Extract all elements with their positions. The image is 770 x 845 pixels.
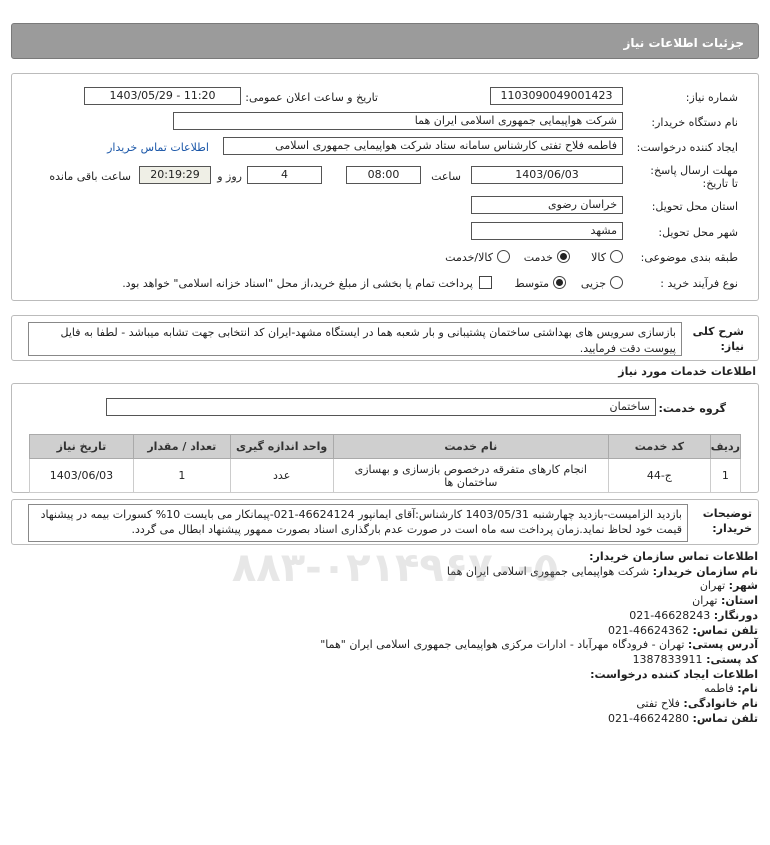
fax-value: 46628243-021 xyxy=(629,608,711,622)
creator-phone-label: تلفن تماس: xyxy=(692,711,758,725)
deadline-time-label: ساعت xyxy=(431,170,461,183)
services-box xyxy=(11,383,759,493)
col-need-date: تاریخ نیاز xyxy=(30,435,134,459)
contact-province-label: استان: xyxy=(721,594,758,608)
category-radio-service[interactable] xyxy=(557,250,570,263)
contact-info xyxy=(18,550,758,726)
contact-city-value: تهران xyxy=(699,579,726,593)
treasury-payment-note: پرداخت تمام یا بخشی از مبلغ خرید،از محل "اسناد خزانه اسلامی" خواهد بود. xyxy=(122,277,473,290)
creator-phone-value: 46624280-021 xyxy=(608,711,690,725)
deadline-label: مهلت ارسال پاسخ: تا تاریخ: xyxy=(650,164,738,190)
cell-unit: عدد xyxy=(230,459,333,493)
postal-value: 1387833911 xyxy=(632,652,703,666)
creator-field: فاطمه فلاح تفتی کارشناس سامانه ستاد شرکت هواپیمایی جمهوری اسلامی xyxy=(223,137,623,155)
buyer-label: نام دستگاه خریدار: xyxy=(651,116,738,129)
col-unit: واحد اندازه گیری xyxy=(230,435,333,459)
treasury-payment-checkbox[interactable] xyxy=(479,276,492,289)
table-row xyxy=(30,459,741,493)
services-section-title: اطلاعات خدمات مورد نیاز xyxy=(618,365,756,378)
category-label: طبقه بندی موضوعی: xyxy=(640,251,738,264)
announce-datetime-field: 1403/05/29 - 11:20 xyxy=(84,87,241,105)
col-service-name: نام خدمت xyxy=(333,435,608,459)
address-label: آدرس پستی: xyxy=(687,638,758,652)
page-title: جزئیات اطلاعات نیاز xyxy=(623,36,744,50)
province-label: استان محل تحویل: xyxy=(651,200,738,213)
process-label: نوع فرآیند خرید : xyxy=(660,277,738,290)
watermark-phone: ٠٢١-٨٨٣۴٩۶٧٠-۵ xyxy=(231,545,559,591)
table-header-row xyxy=(30,435,741,459)
buyer-field: شرکت هواپیمایی جمهوری اسلامی ایران هما xyxy=(173,112,623,130)
org-value: شرکت هواپیمایی جمهوری اسلامی ایران هما xyxy=(446,564,650,578)
process-option-minor: جزیی xyxy=(580,277,606,290)
city-field: مشهد xyxy=(471,222,623,240)
announce-label: تاریخ و ساعت اعلان عمومی: xyxy=(245,91,378,104)
contact-city-label: شهر: xyxy=(728,579,758,593)
creator-label: ایجاد کننده درخواست: xyxy=(636,141,738,154)
category-radio-both[interactable] xyxy=(497,250,510,263)
col-row: ردیف xyxy=(710,435,740,459)
cell-quantity: 1 xyxy=(133,459,230,493)
city-label: شهر محل تحویل: xyxy=(658,226,738,239)
buyer-notes-label: توضیحات خریدار: xyxy=(702,507,752,535)
address-value: تهران - فرودگاه مهرآباد - ادارات مرکزی هواپیمایی جمهوری اسلامی ایران "هما" xyxy=(320,638,685,652)
cell-service-name: انجام کارهای متفرقه درخصوص بازسازی و بهسازی ساختمان ها xyxy=(333,459,608,493)
deadline-time-field: 08:00 xyxy=(346,166,421,184)
cell-need-date: 1403/06/03 xyxy=(30,459,134,493)
services-table xyxy=(29,434,741,493)
days-remaining-field: 4 xyxy=(247,166,322,184)
family-label: نام خانوادگی: xyxy=(683,697,758,711)
fax-label: دورنگار: xyxy=(713,608,758,622)
org-label: نام سازمان خریدار: xyxy=(652,564,758,578)
category-option-both: کالا/خدمت xyxy=(445,251,493,264)
col-quantity: تعداد / مقدار xyxy=(133,435,230,459)
buyer-notes-text: بازدید الزامیست-بازدید چهارشنبه 1403/05/31 کارشناس:آقای ایمانپور 46624124-021-پیمانکار می بایست 10% کسورات بیمه در پیشنهاد قیمت خود لحاظ نماید.زمان پرداخت سه ماه است در صورت عدم بارگذاری اسناد بصورت ممهور پیشنهاد ابطال می گردد. xyxy=(28,504,688,542)
need-info-form xyxy=(11,73,759,301)
description-label: شرح کلی نیاز: xyxy=(692,325,744,353)
cell-row: 1 xyxy=(710,459,740,493)
description-box xyxy=(11,315,759,361)
category-option-goods: کالا xyxy=(591,251,606,264)
process-radio-medium[interactable] xyxy=(553,276,566,289)
days-label: روز و xyxy=(217,170,242,183)
remaining-label: ساعت باقی مانده xyxy=(49,170,131,183)
name-value: فاطمه xyxy=(704,682,734,696)
need-number-field: 1103090049001423 xyxy=(490,87,623,105)
remaining-time-field: 20:19:29 xyxy=(139,166,211,184)
process-radio-minor[interactable] xyxy=(610,276,623,289)
deadline-date-field: 1403/06/03 xyxy=(471,166,623,184)
postal-label: کد پستی: xyxy=(706,652,758,666)
phone-label: تلفن تماس: xyxy=(692,623,758,637)
description-text: بازسازی سرویس های بهداشتی ساختمان پشتیبانی و بار شعبه هما در ایستگاه مشهد-ایران کد انتخابی جهت تشابه میباشد - لطفا به فایل پیوست دقت فرمایید. xyxy=(28,322,682,356)
buyer-contact-link[interactable]: اطلاعات تماس خریدار xyxy=(107,141,209,154)
page-header xyxy=(11,23,759,59)
service-group-label: گروه خدمت: xyxy=(658,402,726,415)
need-number-label: شماره نیاز: xyxy=(685,91,738,104)
buyer-notes-box xyxy=(11,499,759,545)
cell-code: ج-44 xyxy=(608,459,710,493)
category-radio-goods[interactable] xyxy=(610,250,623,263)
province-field: خراسان رضوی xyxy=(471,196,623,214)
contact-title: اطلاعات تماس سازمان خریدار: xyxy=(589,550,758,563)
creator-info-title: اطلاعات ایجاد کننده درخواست: xyxy=(590,667,758,681)
contact-province-value: تهران xyxy=(692,594,718,608)
col-code: کد خدمت xyxy=(608,435,710,459)
process-option-medium: متوسط xyxy=(514,277,549,290)
service-group-field: ساختمان xyxy=(106,398,656,416)
name-label: نام: xyxy=(737,682,758,696)
category-option-service: خدمت xyxy=(523,251,553,264)
family-value: فلاح تفتی xyxy=(636,697,680,711)
phone-value: 46624362-021 xyxy=(608,623,690,637)
